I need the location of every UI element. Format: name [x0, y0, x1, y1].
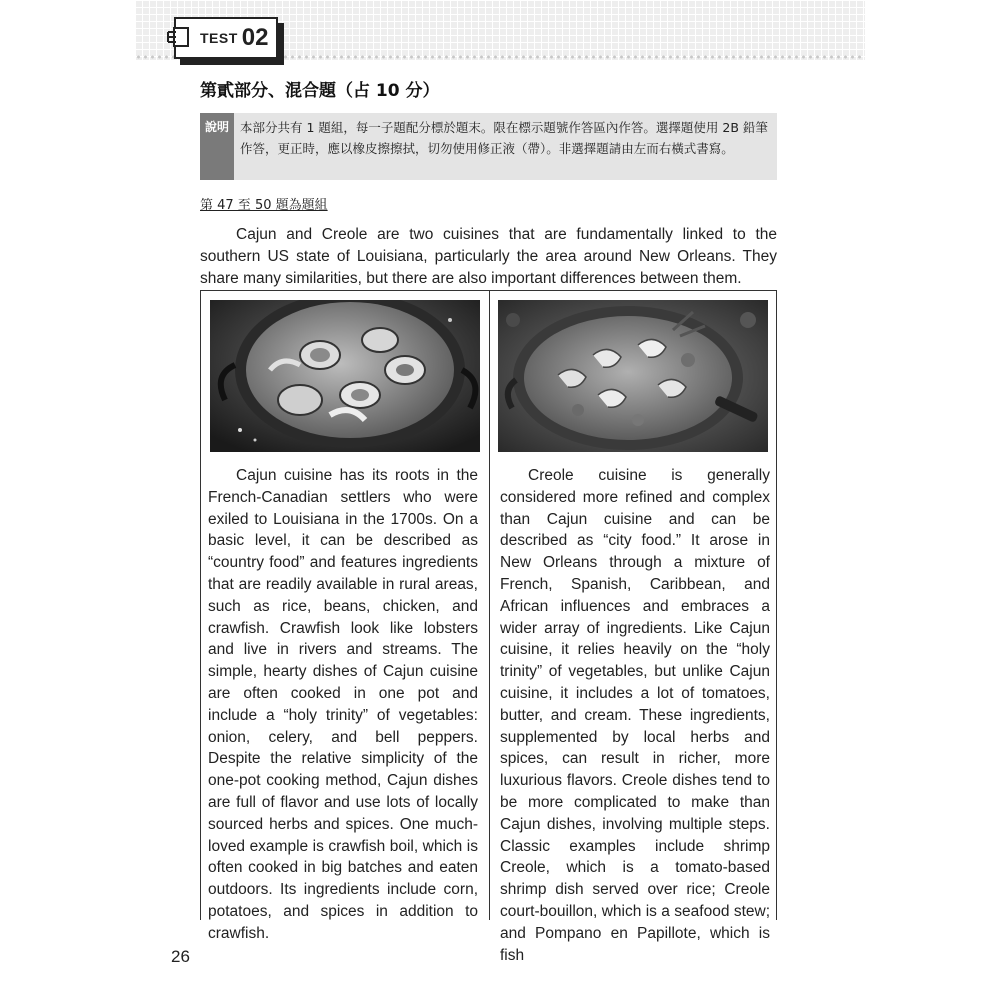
test-number: 02 [241, 24, 269, 51]
cajun-dish-photo [210, 300, 480, 452]
instructions-text: 本部分共有 1 題組，每一子題配分標於題末。限在標示題號作答區內作答。選擇題使用 2B 鉛筆作答，更正時，應以橡皮擦擦拭，切勿使用修正液（帶）。非選擇題請由左而右橫式書寫。 [240, 120, 768, 156]
creole-paragraph: Creole cuisine is generally considered more refined and complex than Cajun cuisine and can be described as “city food.” It arose in New Orleans through a mixture of French, Spanish, Caribbean, and African influences and embraces a wider array of ingredients. Like Cajun cuisine, it relies heavily on the “holy trinity” of vegetables, but unlike Cajun cuisine, it includes a lot of tomatoes, butter, and cream. These ingredients, supplemented by local herbs and spices, can result in richer, more luxurious flavors. Creole dishes tend to be more complicated to make than Cajun dishes, involving multiple steps. Classic examples include shrimp Creole, which is a tomato-based shrimp dish served over rice; Creole court-bouillon, which is a seafood stew; and Pompano en Papillote, which is fish [500, 467, 770, 964]
question-group-title: 第 47 至 50 題為題組 [200, 198, 328, 213]
binder-clip-icon [166, 24, 194, 50]
instructions-label: 說明 [200, 113, 234, 180]
cajun-column [208, 465, 478, 945]
cajun-paragraph: Cajun cuisine has its roots in the French-Canadian settlers who were exiled to Louisiana in the 1700s. On a basic level, it can be described as “country food” and features ingredients that are readily available in rural areas, such as rice, beans, chicken, and crawfish. Crawfish look like lobsters and live in rivers and streams. The simple, hearty dishes of Cajun cuisine are often cooked in one pot and include a “holy trinity” of vegetables: onion, celery, and bell peppers. Despite the relative simplicity of the one-pot cooking method, Cajun dishes are full of flavor and use lots of locally sourced herbs and spices. One much-loved example is crawfish boil, which is often cooked in big batches and eaten outdoors. Its ingredients include corn, potatoes, and spices in addition to crawfish. [208, 467, 478, 942]
passage-intro: Cajun and Creole are two cuisines that are fundamentally linked to the southern US state of Louisiana, particularly the area around New Orleans. They share many similarities, but there are also important differences between them. [200, 226, 777, 287]
page-number: 26 [171, 947, 190, 966]
column-divider [489, 290, 490, 920]
instructions-box [200, 113, 777, 180]
test-label: TEST [200, 30, 238, 46]
creole-dish-photo [498, 300, 768, 452]
creole-column [500, 465, 770, 966]
section-title: 第貳部分、混合題（占 10 分） [200, 81, 440, 101]
